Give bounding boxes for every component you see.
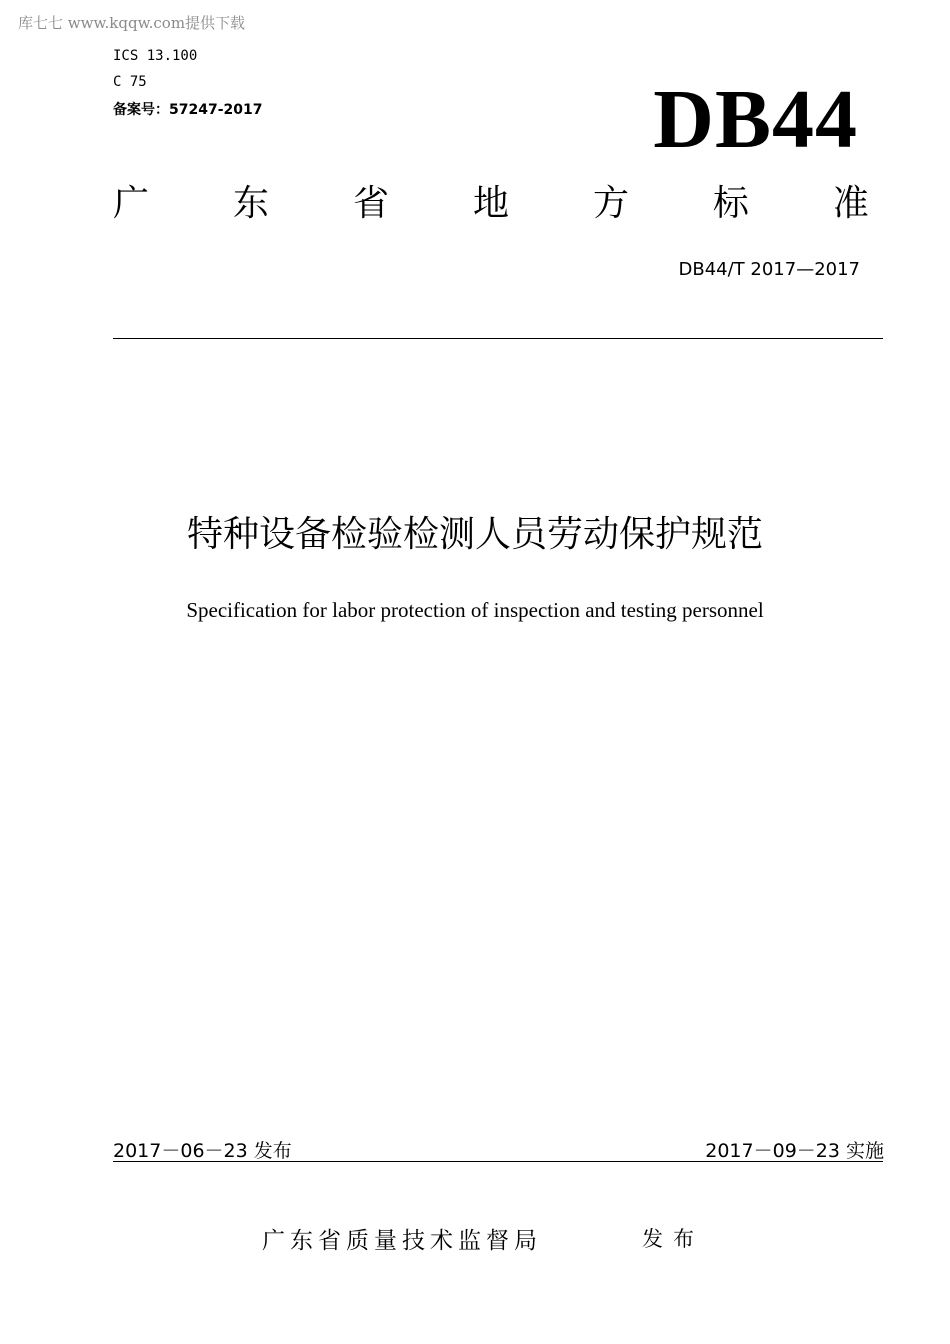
watermark-text: 库七七 www.kqqw.com提供下载 [18, 14, 246, 32]
ccs-code: C 75 [113, 74, 147, 90]
ics-code: ICS 13.100 [113, 48, 198, 64]
bottom-divider [113, 1161, 883, 1162]
top-divider [113, 338, 883, 339]
publisher-name: 广东省质量技术监督局 [262, 1228, 542, 1254]
standard-type-char: 地 [472, 183, 509, 224]
publish-label: 发布 [642, 1227, 704, 1251]
standard-type-char: 标 [712, 183, 749, 224]
standard-type-heading [113, 183, 869, 224]
record-number: 备案号：57247-2017 [113, 102, 263, 118]
title-english: Specification for labor protection of inspection and testing personnel [186, 598, 764, 622]
standard-type-char: 东 [232, 183, 269, 224]
title-chinese: 特种设备检验检测人员劳动保护规范 [186, 514, 763, 555]
implementation-date: 2017－09－23 实施 [705, 1140, 884, 1162]
standard-type-char: 方 [592, 183, 629, 224]
standard-type-char: 准 [832, 183, 869, 224]
standard-type-char: 广 [113, 183, 150, 224]
issue-date: 2017－06－23 发布 [113, 1140, 292, 1162]
standard-logo: DB44 [653, 73, 858, 166]
standard-type-char: 省 [352, 183, 389, 224]
standard-number: DB44/T 2017—2017 [678, 259, 860, 280]
